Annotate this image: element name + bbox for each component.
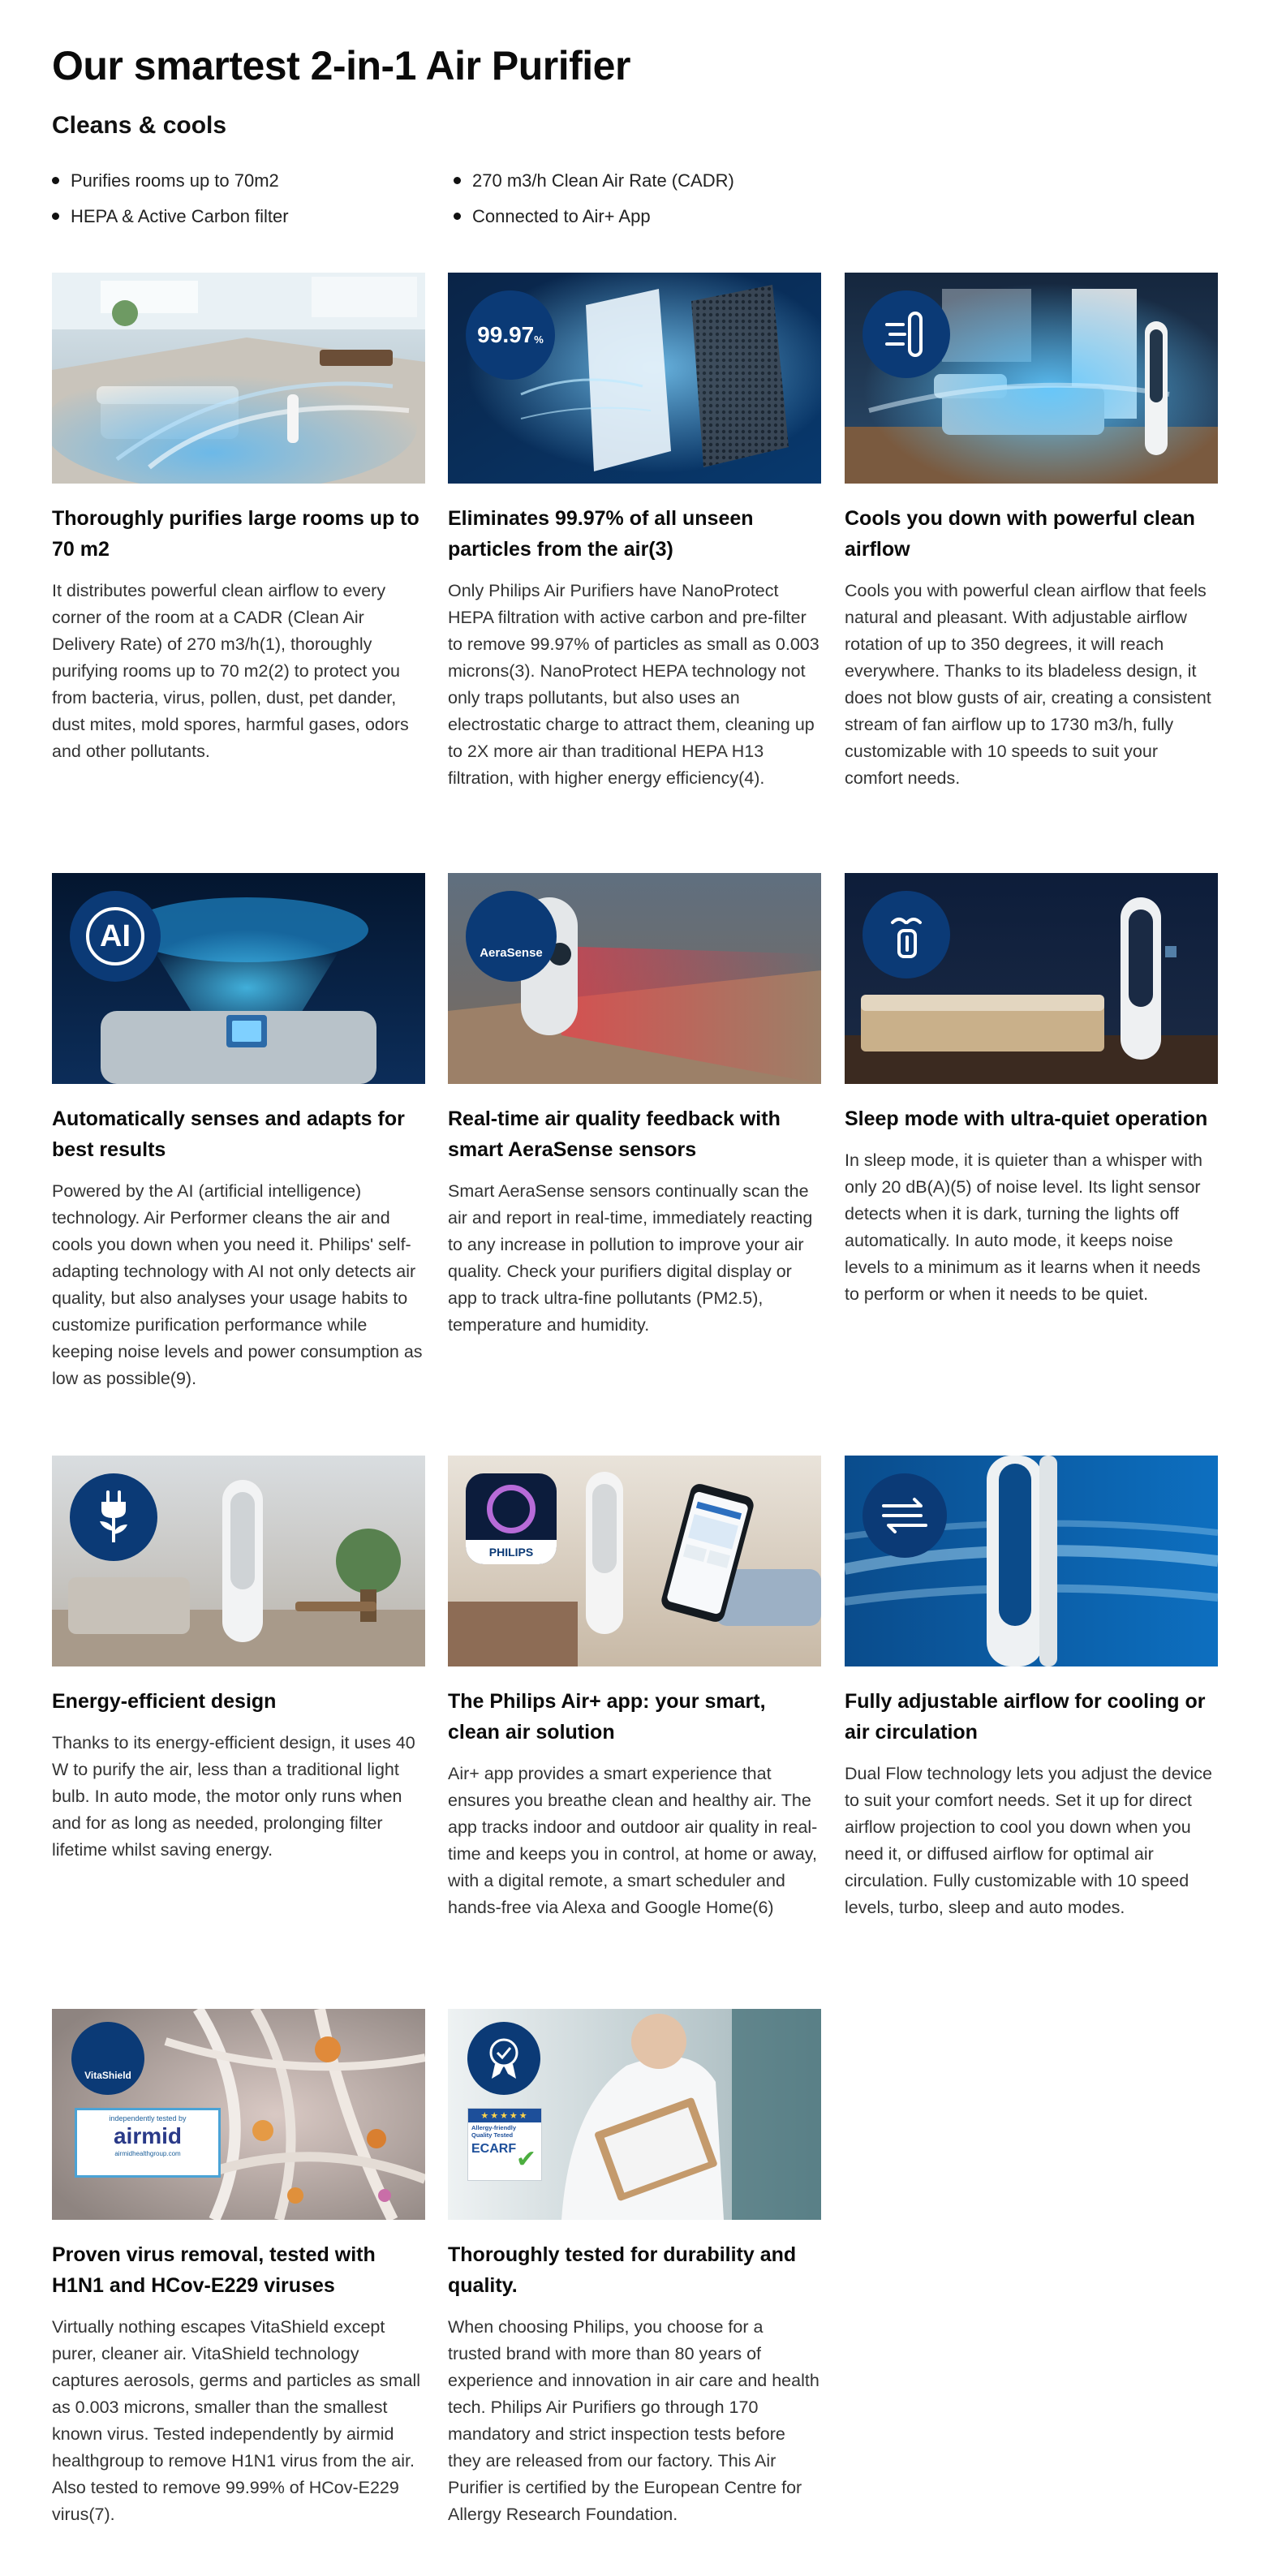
app-image xyxy=(448,1456,821,1666)
dual-flow-icon xyxy=(862,1473,947,1558)
vitashield-badge-label: VitaShield xyxy=(84,2070,131,2081)
app-ring xyxy=(487,1485,536,1533)
feature-title: Sleep mode with ultra-quiet operation xyxy=(845,1107,1208,1130)
feature-card-sleep xyxy=(845,873,1218,1308)
award-glyph xyxy=(485,2036,523,2080)
aerasense-image xyxy=(448,873,821,1084)
ai-image xyxy=(52,873,425,1084)
sleep-image xyxy=(845,873,1218,1084)
feature-description: In sleep mode, it is quieter than a whisper with only 20 dB(A)(5) of noise level. Its light sensor detects when it is dark, turning the lights off automatically. In auto mode, it keeps noise levels to a minimum as it learns when it needs to perform or when it needs to be quiet. xyxy=(845,1150,1202,1304)
feature-description: Powered by the AI (artificial intelligence) technology. Air Performer cleans the air and cools you down when you need it. Philips' self-adapting technology with AI not only detects air quality, but also analyses your usage habits to customize purification performance while keeping noise levels and power consumption as low as possible(9). xyxy=(52,1181,423,1388)
filter-image xyxy=(448,273,821,484)
feature-title: Energy-efficient design xyxy=(52,1690,277,1713)
star-rating: ★★★★★ xyxy=(468,2109,541,2122)
philips-app-icon xyxy=(466,1473,557,1564)
feature-title: Eliminates 99.97% of all unseen particles from the air(3) xyxy=(448,507,754,561)
ecarf-certification-logo xyxy=(467,2108,542,2181)
spec-bullet: Purifies rooms up to 70m2 xyxy=(52,170,279,191)
feature-card-dual-flow xyxy=(845,1456,1218,1921)
feature-card-energy xyxy=(52,1456,425,1864)
efficiency-badge xyxy=(466,290,555,380)
feature-description: Air+ app provides a smart experience that ensures you breathe clean and healthy air. The app tracks indoor and outdoor air quality in real-time and keeps you in control, at home or away, with a digital remote, a smart scheduler and hands-free via Alexa and Google Home(6) xyxy=(448,1764,818,1917)
checkmark-icon: ✔ xyxy=(515,2146,536,2173)
room-image xyxy=(52,273,425,484)
feature-card-large-rooms xyxy=(52,273,425,765)
cert-brand: ECARF xyxy=(471,2142,517,2156)
ai-badge-label: AI xyxy=(86,907,144,965)
feature-description: When choosing Philips, you choose for a trusted brand with more than 80 years of experience and innovation in air care and health tech. Philips Air Purifiers go through 170 mandatory and strict inspection tests before they are released from our factory. This Air Purifier is certified by the European Centre for Allergy Research Foundation. xyxy=(448,2317,819,2524)
ai-icon xyxy=(70,891,161,982)
feature-card-aerasense xyxy=(448,873,821,1339)
feature-title: Thoroughly purifies large rooms up to 70 m2 xyxy=(52,507,419,561)
virus-image xyxy=(52,2009,425,2220)
feature-description: Smart AeraSense sensors continually scan the air and report in real-time, immediately reacting to any increase in pollution to improve your air quality. Check your purifiers digital display or app to track ultra-fine pollutants (PM2.5), temperature and humidity. xyxy=(448,1181,813,1335)
feature-card-hepa xyxy=(448,273,821,792)
feature-title: Automatically senses and adapts for best results xyxy=(52,1107,405,1161)
airmid-caption: independently tested by xyxy=(109,2114,187,2122)
airmid-tested-logo xyxy=(75,2108,221,2178)
feature-title: Real-time air quality feedback with smart AeraSense sensors xyxy=(448,1107,781,1161)
cert-line2: Quality Tested xyxy=(471,2131,514,2139)
cooling-image xyxy=(845,273,1218,484)
cert-line1: Allergy-friendly xyxy=(471,2124,517,2131)
energy-plug-icon xyxy=(70,1473,157,1561)
feature-title: Thoroughly tested for durability and quality. xyxy=(448,2243,797,2297)
aerasense-icon xyxy=(466,891,557,982)
vitashield-icon xyxy=(71,2022,144,2095)
airmid-wordmark: airmid xyxy=(113,2123,183,2148)
feature-title: The Philips Air+ app: your smart, clean air solution xyxy=(448,1690,766,1744)
airmid-url: airmidhealthgroup.com xyxy=(114,2150,181,2157)
feature-description: Cools you with powerful clean airflow that feels natural and pleasant. With adjustable airflow rotation of up to 350 degrees, it will reach everywhere. Thanks to its bladeless design, it does not blow gusts of air, creating a consistent stream of fan airflow up to 1730 m3/h, fully customizable with 10 speeds to suit your comfort needs. xyxy=(845,581,1211,788)
feature-card-app xyxy=(448,1456,821,1921)
dual-flow-glyph xyxy=(879,1493,931,1538)
energy-image xyxy=(52,1456,425,1666)
feature-title: Cools you down with powerful clean airflow xyxy=(845,507,1195,561)
airflow-cool-icon xyxy=(862,290,950,378)
feature-card-quality xyxy=(448,2009,821,2528)
spec-bullet: 270 m3/h Clean Air Rate (CADR) xyxy=(454,170,734,191)
dual-flow-image xyxy=(845,1456,1218,1666)
feature-description: Thanks to its energy-efficient design, it uses 40 W to purify the air, less than a traditional light bulb. In auto mode, the motor only runs when and for as long as needed, prolonging filter lifetime whilst saving energy. xyxy=(52,1733,415,1860)
feature-description: Dual Flow technology lets you adjust the device to suit your comfort needs. Set it up for direct airflow projection to cool you down when you need it, or diffused airflow for optimal air circulation. Fully customizable with 10 speed levels, turbo, sleep and auto modes. xyxy=(845,1764,1212,1917)
feature-card-virus xyxy=(52,2009,425,2528)
feature-description: Virtually nothing escapes VitaShield except purer, cleaner air. VitaShield technology captures aerosols, germs and particles as small as 0.003 microns, smaller than the smallest known virus. Tested independently by airmid healthgroup to remove H1N1 virus from the air. Also tested to remove 99.99% of HCov-E229 virus(7). xyxy=(52,2317,421,2524)
spec-bullet: Connected to Air+ App xyxy=(454,206,651,227)
quality-award-icon xyxy=(467,2022,540,2095)
feature-card-ai xyxy=(52,873,425,1392)
philips-wordmark: PHILIPS xyxy=(466,1540,557,1564)
purifier-airflow-glyph xyxy=(882,308,931,360)
efficiency-unit: % xyxy=(534,333,544,346)
plug-leaf-glyph xyxy=(92,1489,136,1546)
feature-title: Proven virus removal, tested with H1N1 and HCov-E229 viruses xyxy=(52,2243,376,2297)
feature-title: Fully adjustable airflow for cooling or air circulation xyxy=(845,1690,1206,1744)
spec-bullet: HEPA & Active Carbon filter xyxy=(52,206,289,227)
room-icon xyxy=(52,273,425,484)
feature-description: Only Philips Air Purifiers have NanoProtect HEPA filtration with active carbon and pre-filter to remove 99.97% of particles as small as 0.003 microns(3). NanoProtect HEPA technology not only traps pollutants, but also uses an electrostatic charge to attract them, cleaning up to 2X more air than traditional HEPA H13 filtration, with higher energy efficiency(4). xyxy=(448,581,819,788)
feature-description: It distributes powerful clean airflow to every corner of the room at a CADR (Clean Air Delivery Rate) of 270 m3/h(1), thoroughly purifying rooms up to 70 m2(2) to protect you from bacteria, virus, pollen, dust, pet dander, dust mites, mold spores, harmful gases, odors and other pollutants. xyxy=(52,581,409,761)
aerasense-badge-label: AeraSense xyxy=(480,945,543,960)
page-subtitle: Cleans & cools xyxy=(52,112,227,139)
feature-card-cooling xyxy=(845,273,1218,792)
efficiency-value: 99.97 xyxy=(477,322,535,347)
sleep-mode-icon xyxy=(862,891,950,978)
sleep-glyph xyxy=(884,908,928,961)
quality-image xyxy=(448,2009,821,2220)
page-title: Our smartest 2-in-1 Air Purifier xyxy=(52,43,630,88)
